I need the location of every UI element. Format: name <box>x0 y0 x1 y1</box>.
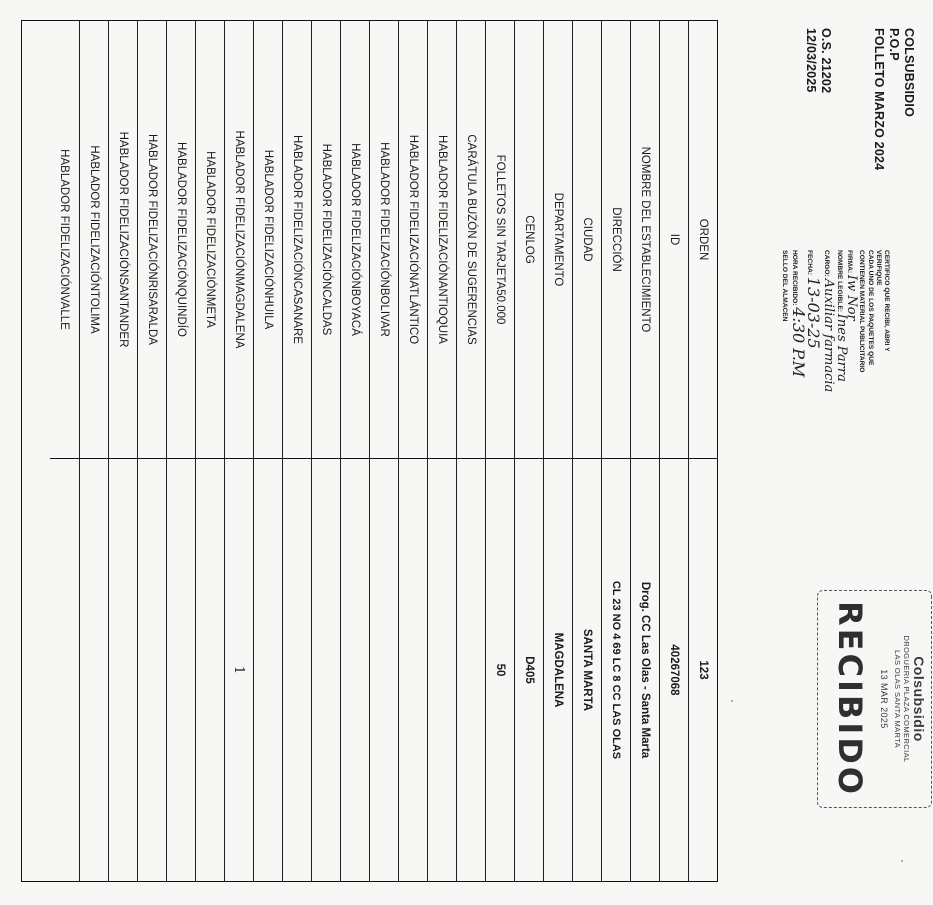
table-row <box>514 21 543 881</box>
row-label: HABLADOR FIDELIZACIÓNMAGDALENA <box>225 21 253 459</box>
table-row <box>137 21 166 881</box>
cert-line-2: VERIFIQUE <box>874 250 882 286</box>
stamp-status: RECIBIDO <box>831 601 869 797</box>
row-label: CENLOG <box>515 21 543 459</box>
table-row <box>195 21 224 881</box>
row-label: CIUDAD <box>573 21 601 459</box>
table-row <box>166 21 195 881</box>
table-row <box>108 21 137 881</box>
row-value <box>138 459 166 881</box>
table-row <box>659 21 688 881</box>
row-label: HABLADOR FIDELIZACIÓNCASANARE <box>283 21 311 459</box>
row-label: HABLADOR FIDELIZACIÓNTOLIMA <box>80 21 108 459</box>
row-value: 123 <box>697 660 709 680</box>
nombre-label: NOMBRE LEGIBLE: <box>835 250 843 312</box>
row-value: 50 <box>494 663 506 677</box>
items-table <box>21 20 718 882</box>
row-value: SANTA MARTA <box>581 628 593 712</box>
table-row <box>224 21 253 881</box>
nombre-value: Ines Parra <box>833 313 849 382</box>
category-label: P.O.P <box>887 28 901 61</box>
firma-label: FIRMA: <box>846 250 854 274</box>
row-value: CL 23 NO 4 69 LC 8 CC LAS OLAS <box>610 580 622 760</box>
sello-label: SELLO DEL ALMACEN <box>781 250 789 322</box>
table-row <box>572 21 601 881</box>
scan-speck <box>731 700 733 702</box>
row-label: HABLADOR FIDELIZACIÓNMETA <box>196 21 224 459</box>
table-row <box>311 21 340 881</box>
row-label: HABLADOR FIDELIZACIÓNCALDAS <box>312 21 340 459</box>
stamp-line-2: LAS OLAS SANTA MARTA <box>893 649 902 749</box>
table-row <box>398 21 427 881</box>
os-number: O.S. 21202 <box>819 28 833 94</box>
order-info <box>803 28 833 93</box>
table-row <box>340 21 369 881</box>
table-row <box>543 21 572 881</box>
document-header <box>871 28 916 170</box>
certification-block <box>780 250 890 392</box>
hora-value: 4:30 P.M <box>789 307 809 378</box>
table-row <box>282 21 311 881</box>
stamp-brand: Colsubsidio <box>911 656 927 742</box>
table-row <box>601 21 630 881</box>
fecha-value: 13-03-25 <box>803 276 823 349</box>
cargo-label: CARGO: <box>822 250 830 277</box>
row-value: Drog. CC Las Olas - Santa Marta <box>639 581 651 759</box>
nombre-field <box>833 250 849 392</box>
row-label: HABLADOR FIDELIZACIÓNSANTANDER <box>109 21 137 459</box>
scan-speck <box>901 860 903 862</box>
table-row <box>456 21 485 881</box>
row-label: HABLADOR FIDELIZACIÓNQUINDÍO <box>167 21 195 459</box>
order-date: 12/03/2025 <box>804 28 818 93</box>
row-value <box>109 459 137 881</box>
row-label: ORDEN <box>689 21 717 459</box>
cargo-value: Auxiliar farmacia <box>820 278 836 393</box>
row-label: HABLADOR FIDELIZACIÓNBOYACÁ <box>341 21 369 459</box>
row-label: HABLADOR FIDELIZACIÓNATLÁNTICO <box>399 21 427 459</box>
row-label: FOLLETOS SIN TARJETA50.000 <box>486 21 514 459</box>
row-value <box>341 459 369 881</box>
row-label: HABLADOR FIDELIZACIÓNRISARALDA <box>138 21 166 459</box>
stamp-line-1: DROGUERIA PLAZA COMERCIAL <box>902 635 911 763</box>
row-value: D405 <box>523 656 535 684</box>
company-name: COLSUBSIDIO <box>902 28 916 118</box>
row-value <box>167 459 195 881</box>
hora-label: HORA RECIBIDO: <box>791 250 799 306</box>
cert-line-3: CADA UNO DE LOS PAQUETES QUE <box>866 250 874 366</box>
row-label: HABLADOR FIDELIZACIÓNANTIOQUIA <box>428 21 456 459</box>
row-value <box>283 459 311 881</box>
table-row <box>688 21 717 881</box>
row-label: NOMBRE DEL ESTABLECIMIENTO <box>631 21 659 459</box>
received-stamp <box>817 590 932 808</box>
firma-value: Iw Nor <box>844 274 860 321</box>
row-value: 40267068 <box>668 644 680 696</box>
table-row <box>630 21 659 881</box>
table-row <box>427 21 456 881</box>
row-value <box>428 459 456 881</box>
row-value <box>312 459 340 881</box>
row-label: CARÁTULA BUZÓN DE SUGERENCIAS <box>457 21 485 459</box>
row-value <box>399 459 427 881</box>
fecha-label: FECHA: <box>805 250 813 275</box>
row-value <box>457 459 485 881</box>
row-value <box>370 459 398 881</box>
row-value <box>254 459 282 881</box>
row-value <box>50 459 79 881</box>
table-row <box>253 21 282 881</box>
row-label: ID <box>660 21 688 459</box>
table-row <box>50 21 79 881</box>
row-label: DIRECCIÓN <box>602 21 630 459</box>
stamp-date: 13 MAR 2025 <box>879 669 889 729</box>
row-label: DEPARTAMENTO <box>544 21 572 459</box>
row-label: HABLADOR FIDELIZACIÓNBOLIVAR <box>370 21 398 459</box>
row-value: MAGDALENA <box>552 632 564 708</box>
cargo-field <box>820 250 836 393</box>
table-row <box>79 21 108 881</box>
row-value <box>196 459 224 881</box>
document-title: FOLLETO MARZO 2024 <box>872 28 886 171</box>
row-value <box>80 459 108 881</box>
row-label: HABLADOR FIDELIZACIÓNVALLE <box>50 21 79 459</box>
row-label: HABLADOR FIDELIZACIÓNHUILA <box>254 21 282 459</box>
cert-line-1: CERTIFICO QUE RECIBI, ABRI Y <box>883 250 890 352</box>
cert-line-4: CONTIENEN MATERIAL PUBLICITARIO <box>858 250 866 373</box>
table-row <box>369 21 398 881</box>
row-value: 1 <box>231 665 247 675</box>
table-row <box>485 21 514 881</box>
